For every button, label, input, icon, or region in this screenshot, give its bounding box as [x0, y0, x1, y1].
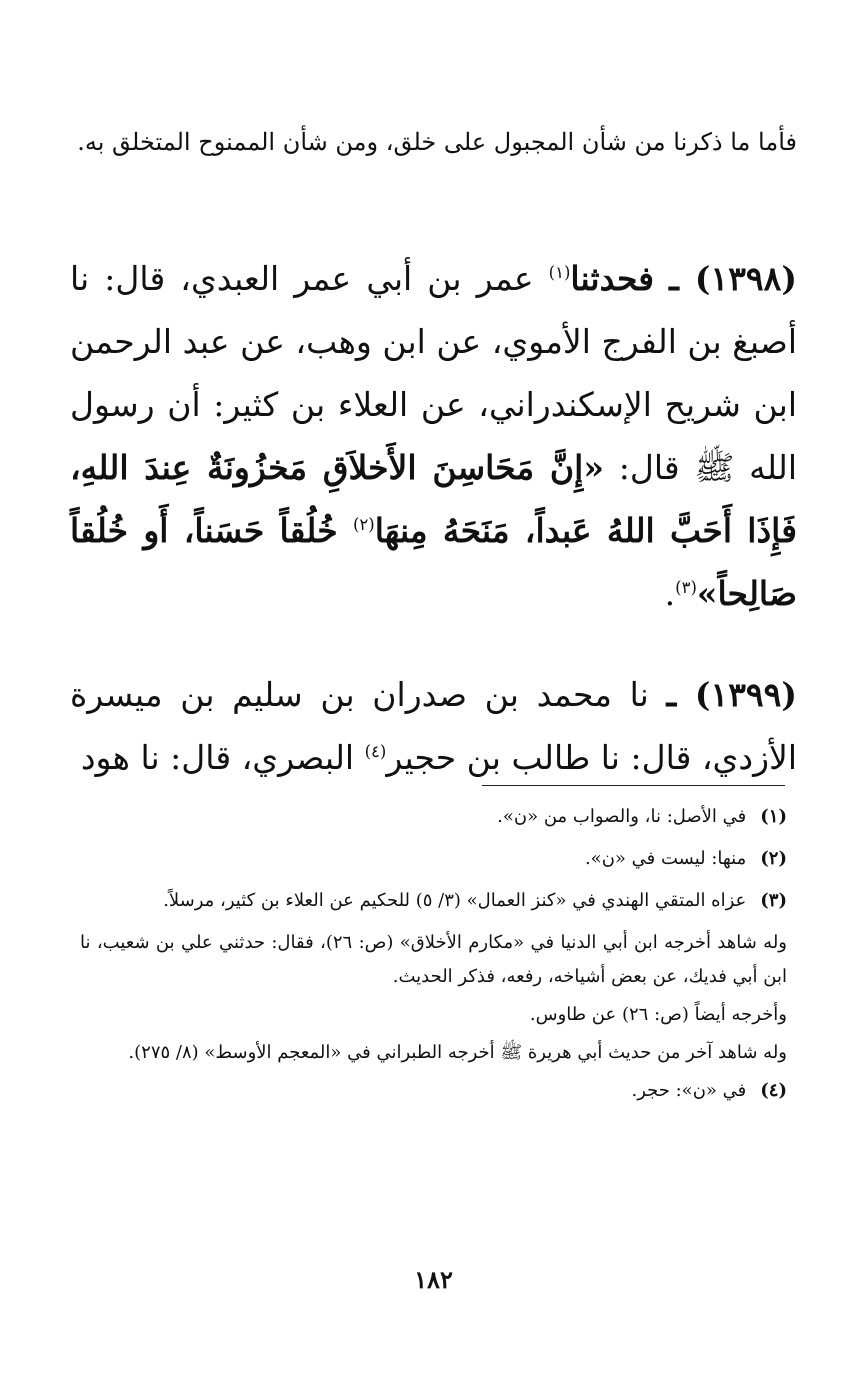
hadith-isnad: عمر بن أبي عمر العبدي، قال: نا أصبغ بن الفرج الأموي، عن ابن وهب، عن عبد الرحمن ابن شريح الإسكندراني، عن العلاء بن كثير: أن رسول الله ﷺ قال: [70, 259, 797, 487]
hadith-end-period: . [664, 574, 676, 613]
hadith-number: (١٣٩٨) ـ [669, 259, 797, 298]
footnote-3-paragraph: وله شاهد أخرجه ابن أبي الدنيا في «مكارم الأخلاق» (ص: ٢٦)، فقال: حدثني علي بن شعيب، نا ابن أبي فديك، عن بعض أشياخه، رفعه، فذكر الحديث. [80, 932, 787, 987]
footnote-3 [80, 884, 787, 918]
footnotes [80, 800, 787, 1116]
intro-paragraph: فأما ما ذكرنا من شأن المجبول على خلق، ومن شأن الممنوح المتخلق به. [77, 128, 797, 156]
footnote-3-paragraph: وله شاهد آخر من حديث أبي هريرة ﷺ أخرجه الطبراني في «المعجم الأوسط» (٨/ ٢٧٥). [128, 1042, 787, 1063]
footnote-3-paragraph: وأخرجه أيضاً (ص: ٢٦) عن طاوس. [529, 1004, 787, 1025]
hadith-1399 [70, 663, 797, 789]
footnote-text: منها: ليست في «ن». [584, 848, 747, 869]
footnote-text: في «ن»: حجر. [631, 1080, 747, 1101]
hadith-1398 [70, 247, 797, 625]
footnote-divider [482, 785, 785, 786]
footnote-ref-4: (٤) [364, 742, 387, 761]
footnote-text: عزاه المتقي الهندي في «كنز العمال» (٣/ ٥) للحكيم عن العلاء بن كثير، مرسلاً. [163, 890, 747, 911]
footnote-ref-2: (٢) [352, 515, 375, 534]
footnote-ref-3: (٣) [675, 578, 697, 597]
hadith-text-end: البصري، قال: نا هود [80, 738, 365, 777]
footnote-number: (٢) [760, 848, 787, 869]
hadith-text: نا محمد بن صدران بن سليم بن ميسرة الأزدي، قال: نا طالب بن حجير [70, 675, 797, 777]
hadith-matn-end: خُلُقاً حَسَناً، أَو خُلُقاً صَالِحاً» [70, 511, 797, 613]
footnote-2 [80, 842, 787, 876]
footnote-ref-1: (١) [548, 263, 571, 282]
footnote-4 [80, 1074, 787, 1108]
hadith-matn: «إِنَّ مَحَاسِنَ الأَخلاَقِ مَخزُونَةٌ عِندَ اللهِ، فَإِذَا أَحَبَّ اللهُ عَبداً، مَنَحَهُ مِنهَا [70, 448, 797, 550]
hadith-number: (١٣٩٩) ـ [666, 675, 797, 714]
footnote-number: (٤) [760, 1080, 787, 1101]
footnote-1 [80, 800, 787, 834]
footnote-text: في الأصل: نا، والصواب من «ن». [497, 806, 747, 827]
hadith-lead: فحدثنا [570, 259, 655, 298]
footnote-number: (٣) [760, 890, 787, 911]
page-number: ١٨٢ [414, 1265, 453, 1294]
footnote-number: (١) [760, 806, 787, 827]
